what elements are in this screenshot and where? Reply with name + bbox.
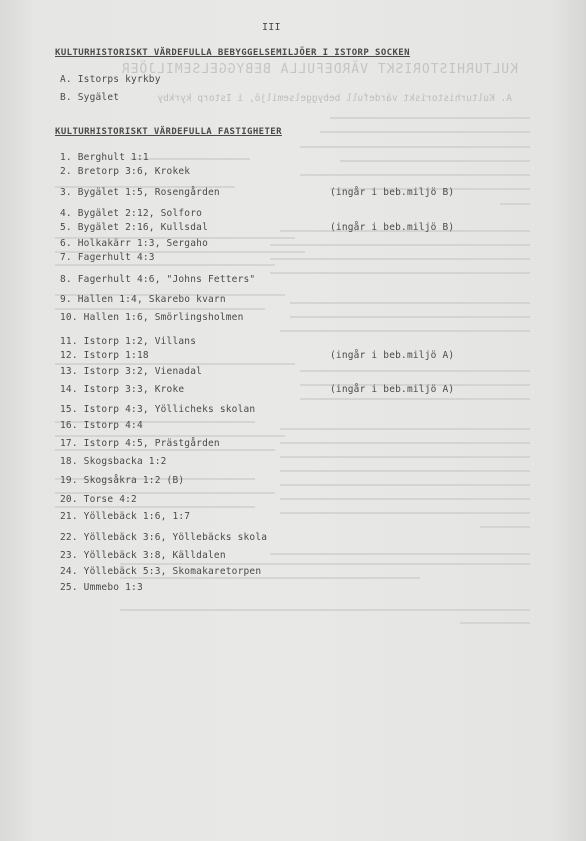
property-note: (ingår i beb.miljö B) <box>330 222 455 233</box>
property-item: 22. Yöllebäck 3:6, Yöllebäcks skola <box>60 532 268 543</box>
property-item: 16. Istorp 4:4 <box>60 420 143 431</box>
property-item: 19. Skogsåkra 1:2 (B) <box>60 475 185 486</box>
property-item: 17. Istorp 4:5, Prästgården <box>60 438 220 449</box>
property-item: 18. Skogsbacka 1:2 <box>60 456 167 467</box>
property-item: 9. Hallen 1:4, Skarebo kvarn <box>60 294 226 305</box>
property-item: 12. Istorp 1:18 <box>60 350 149 361</box>
property-item: 4. Bygälet 2:12, Solforo <box>60 208 203 219</box>
property-item: 15. Istorp 4:3, Yöllicheks skolan <box>60 404 256 415</box>
property-item: 3. Bygälet 1:5, Rosengården <box>60 187 220 198</box>
property-item: 6. Holkakärr 1:3, Sergaho <box>60 238 208 249</box>
property-item: 14. Istorp 3:3, Kroke <box>60 384 185 395</box>
section1-item: A. Istorps kyrkby <box>60 74 161 85</box>
property-item: 11. Istorp 1:2, Villans <box>60 336 197 347</box>
property-item: 8. Fagerhult 4:6, "Johns Fetters" <box>60 274 256 285</box>
page-number: III <box>262 22 281 33</box>
section2-heading: KULTURHISTORISKT VÄRDEFULLA FASTIGHETER <box>55 127 282 137</box>
property-item: 23. Yöllebäck 3:8, Källdalen <box>60 550 226 561</box>
property-note: (ingår i beb.miljö A) <box>330 384 455 395</box>
property-item: 5. Bygälet 2:16, Kullsdal <box>60 222 208 233</box>
property-item: 7. Fagerhult 4:3 <box>60 252 155 263</box>
section1-item: B. Sygälet <box>60 92 120 103</box>
bleed-through-heading: KULTURHISTORISKT VÄRDEFULLA BEBYGGELSEMILJÖER <box>120 62 518 77</box>
property-item: 20. Torse 4:2 <box>60 494 137 505</box>
property-item: 10. Hallen 1:6, Smörlingsholmen <box>60 312 244 323</box>
property-item: 21. Yöllebäck 1:6, 1:7 <box>60 511 191 522</box>
property-item: 25. Ummebo 1:3 <box>60 582 143 593</box>
section1-heading: KULTURHISTORISKT VÄRDEFULLA BEBYGGELSEMILJÖER I ISTORP SOCKEN <box>55 48 410 58</box>
bleed-through-subheading: A. Kulturhistoriskt värdefull bebyggelsemiljö, i Istorp kyrkby <box>157 93 512 104</box>
property-item: 24. Yöllebäck 5:3, Skomakaretorpen <box>60 566 262 577</box>
property-item: 13. Istorp 3:2, Vienadal <box>60 366 203 377</box>
property-item: 2. Bretorp 3:6, Krokek <box>60 166 191 177</box>
property-item: 1. Berghult 1:1 <box>60 152 149 163</box>
property-note: (ingår i beb.miljö B) <box>330 187 455 198</box>
property-note: (ingår i beb.miljö A) <box>330 350 455 361</box>
